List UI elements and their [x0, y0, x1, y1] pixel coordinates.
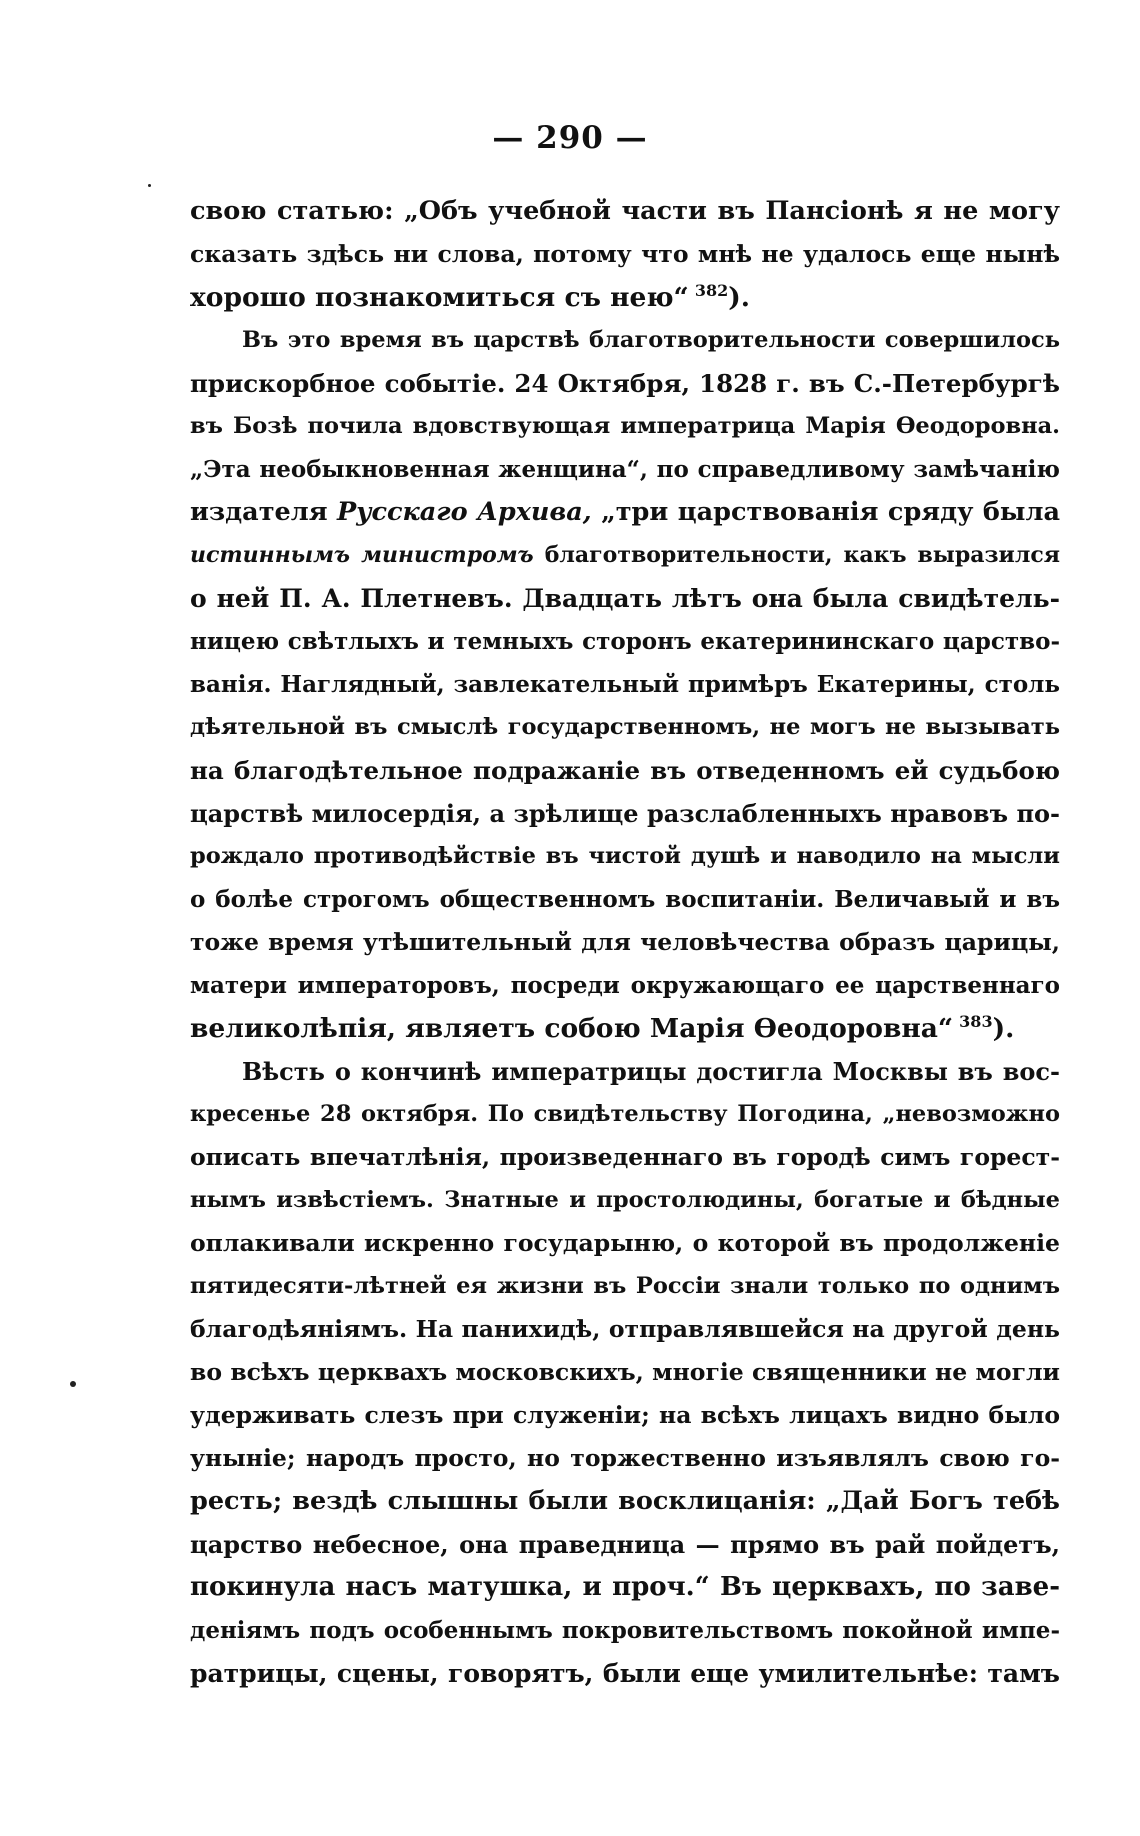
- text-line: въ Бозѣ почила вдовствующая императрица Марія Өеодоровна.: [190, 413, 1060, 439]
- text-line: благодѣяніямъ. На панихидѣ, отправлявшейся на другой день: [190, 1315, 1060, 1343]
- text-line: удерживать слезъ при служеніи; на всѣхъ лицахъ видно было: [190, 1401, 1060, 1429]
- text-line: дѣятельной въ смыслѣ государственномъ, не могъ не вызывать: [190, 714, 1060, 740]
- text-line: деніямъ подъ особеннымъ покровительствомъ покойной импе-: [190, 1617, 1060, 1644]
- text-line: прискорбное событіе. 24 Октября, 1828 г. въ С.-Петербургѣ: [190, 369, 1060, 398]
- text-line: нымъ извѣстіемъ. Знатные и простолюдины, богатые и бѣдные: [190, 1187, 1060, 1213]
- text-line: ванія. Наглядный, завлекательный примѣръ Екатерины, столь: [190, 671, 1060, 698]
- text-line: рождало противодѣйствіе въ чистой душѣ и наводило на мысли: [190, 843, 1060, 869]
- text-line: издателя Русскаго Архива, „три царствованія сряду была: [190, 497, 1060, 527]
- text-line: описать впечатлѣнія, произведеннаго въ городѣ симъ горест-: [190, 1143, 1060, 1171]
- text-line: свою статью: „Объ учебной части въ Пансіонѣ я не могу: [190, 196, 1060, 226]
- text-line: „Эта необыкновенная женщина“, по справедливому замѣчанію: [190, 456, 1060, 483]
- text-line: сказать здѣсь ни слова, потому что мнѣ не удалось еще нынѣ: [190, 240, 1060, 268]
- text-line: оплакивали искренно государыню, о которой въ продолженіе: [190, 1229, 1060, 1257]
- text-line: ницею свѣтлыхъ и темныхъ сторонъ екатерининскаго царство-: [190, 628, 1060, 655]
- text-line: великолѣпія, являетъ собою Марія Өеодоровна“ $^{383}$).: [190, 1012, 1015, 1044]
- text-line: ресть; вездѣ слышны были восклицанія: „Дай Богъ тебѣ: [190, 1486, 1060, 1516]
- text-line: уныніе; народъ просто, но торжественно изъявлялъ свою го-: [190, 1444, 1060, 1472]
- text-line: царство небесное, она праведница — прямо въ рай пойдетъ,: [190, 1530, 1060, 1559]
- text-line: тоже время утѣшительный для человѣчества образъ царицы,: [190, 928, 1060, 956]
- text-line: хорошо познакомиться съ нею“ $^{382}$).: [190, 281, 750, 313]
- text-line: покинула насъ матушка, и проч.“ Въ церквахъ, по заве-: [190, 1572, 1060, 1602]
- text-line: во всѣхъ церквахъ московскихъ, многіе священники не могли: [190, 1358, 1060, 1386]
- italic-title: Русскаго Архива,: [337, 497, 592, 527]
- text-line: о болѣе строгомъ общественномъ воспитаніи. Величавый и въ: [190, 886, 1060, 913]
- text-line: пятидесяти-лѣтней ея жизни въ Россіи знали только по однимъ: [190, 1273, 1060, 1299]
- text-line: матери императоровъ, посреди окружающаго ее царственнаго: [190, 972, 1060, 999]
- text-line: Вѣсть о кончинѣ императрицы достигла Москвы въ вос-: [242, 1057, 1060, 1086]
- page-number: — 290 —: [492, 120, 648, 156]
- text-line: истиннымъ министромъ благотворительности, какъ выразился: [190, 542, 1061, 568]
- italic-phrase: истиннымъ министромъ: [190, 542, 534, 568]
- text-line: о ней П. А. Плетневъ. Двадцать лѣтъ она была свидѣтель-: [190, 584, 1060, 613]
- text-line: царствѣ милосердія, а зрѣлище разслабленныхъ нравовъ по-: [190, 799, 1060, 828]
- body-text: [190, 190, 1060, 1695]
- text-line: на благодѣтельное подражаніе въ отведенномъ ей судьбою: [190, 756, 1060, 785]
- text-line: кресенье 28 октября. По свидѣтельству Погодина, „невозможно: [190, 1101, 1060, 1127]
- ink-speck: [148, 184, 151, 187]
- footnote-ref: 382: [694, 281, 729, 301]
- ink-speck: [70, 1381, 76, 1387]
- text-line: Въ это время въ царствѣ благотворительности совершилось: [242, 327, 1060, 353]
- footnote-ref: 383: [959, 1012, 993, 1032]
- text-line: ратрицы, сцены, говорятъ, были еще умилительнѣе: тамъ: [190, 1659, 1060, 1688]
